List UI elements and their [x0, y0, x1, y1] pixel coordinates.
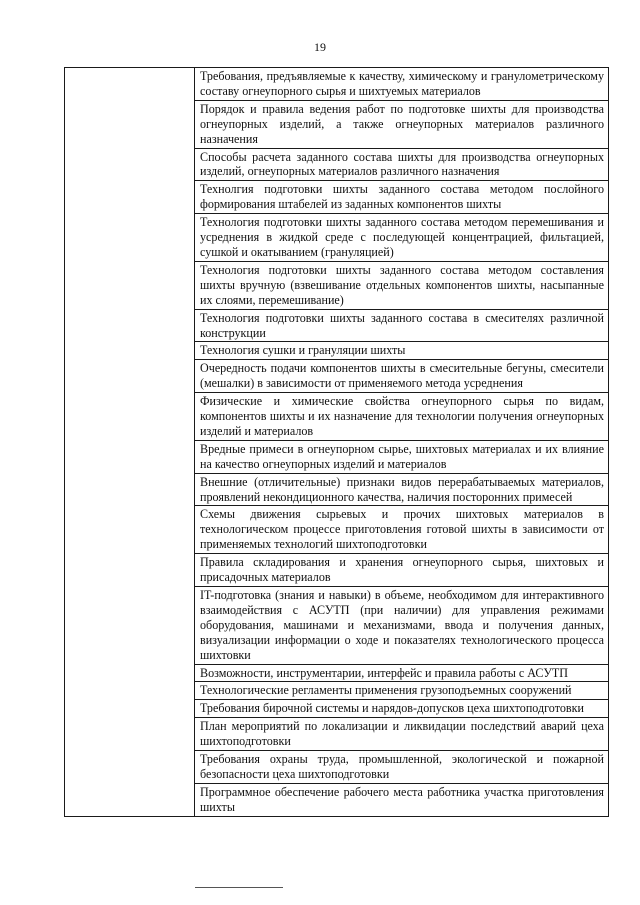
requirement-cell: Очередность подачи компонентов шихты в смесительные бегуны, смесители (мешалки) в зависимости от применяемого метода усреднения	[195, 360, 609, 393]
requirement-cell: Внешние (отличительные) признаки видов перерабатываемых материалов, проявлений некондиционного качества, наличия посторонних примесей	[195, 473, 609, 506]
requirement-cell: Технология подготовки шихты заданного состава методом перемешивания и усреднения в жидкой среде с последующей концентрацией, фильтацией, сушкой и окатыванием (грануляцией)	[195, 214, 609, 262]
requirement-cell: Требования, предъявляемые к качеству, химическому и гранулометрическому составу огнеупорного сырья и шихтуемых материалов	[195, 68, 609, 101]
footer-line	[195, 887, 283, 888]
requirement-cell: Требования охраны труда, промышленной, экологической и пожарной безопасности цеха шихтоподготовки	[195, 751, 609, 784]
requirement-cell: Физические и химические свойства огнеупорного сырья по видам, компонентов шихты и их назначение для технологии получения огнеупорных изделий и материалов	[195, 393, 609, 441]
requirement-cell: Правила складирования и хранения огнеупорного сырья, шихтовых и присадочных материалов	[195, 554, 609, 587]
requirements-table	[64, 67, 609, 817]
label-cell	[65, 68, 195, 817]
requirement-cell: IT-подготовка (знания и навыки) в объеме, необходимом для интерактивного взаимодействия с АСУТП (при наличии) для управления режимами оборудования, машинами и механизмами, ввода и получения данных, визуализации информации о ходе и показателях технологического процесса шихтовки	[195, 587, 609, 665]
requirement-cell: Вредные примеси в огнеупорном сырье, шихтовых материалах и их влияние на качество огнеупорных изделий и материалов	[195, 440, 609, 473]
requirement-cell: Технологические регламенты применения грузоподъемных сооружений	[195, 682, 609, 700]
requirement-cell: Возможности, инструментарии, интерфейс и правила работы с АСУТП	[195, 664, 609, 682]
table-row	[65, 68, 609, 101]
requirements-table-body	[65, 68, 609, 817]
requirement-cell: Технология подготовки шихты заданного состава в смесителях различной конструкции	[195, 309, 609, 342]
requirement-cell: План мероприятий по локализации и ликвидации последствий аварий цеха шихтоподготовки	[195, 718, 609, 751]
requirement-cell: Технолгия подготовки шихты заданного состава методом послойного формирования штабелей из заданных компонентов шихты	[195, 181, 609, 214]
page-number: 19	[314, 40, 326, 54]
requirement-cell: Схемы движения сырьевых и прочих шихтовых материалов в технологическом процессе приготовления готовой шихты в зависимости от применяемых технологий шихтоподготовки	[195, 506, 609, 554]
requirement-cell: Требования бирочной системы и нарядов-допусков цеха шихтоподготовки	[195, 700, 609, 718]
requirement-cell: Технология сушки и грануляции шихты	[195, 342, 609, 360]
requirement-cell: Программное обеспечение рабочего места работника участка приготовления шихты	[195, 783, 609, 816]
requirement-cell: Технология подготовки шихты заданного состава методом составления шихты вручную (взвешивание отдельных компонентов шихты, насыпанные их слоями, перемешивание)	[195, 261, 609, 309]
requirement-cell: Способы расчета заданного состава шихты для производства огнеупорных изделий, огнеупорных материалов различного назначения	[195, 148, 609, 181]
requirement-cell: Порядок и правила ведения работ по подготовке шихты для производства огнеупорных изделий, а также огнеупорных материалов различного назначения	[195, 100, 609, 148]
